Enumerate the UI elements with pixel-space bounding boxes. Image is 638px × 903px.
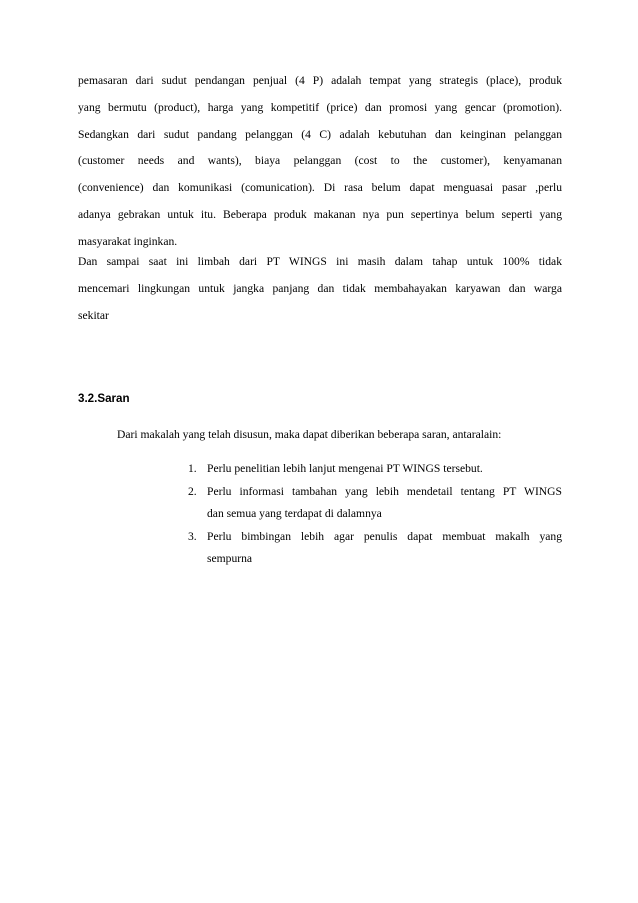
paragraph-line: Sedangkan dari sudut pandang pelanggan (4 C) adalah kebutuhan dan keinginan pelanggan: [78, 127, 562, 141]
list-number: 3.: [188, 529, 197, 543]
list-item-text: Perlu penelitian lebih lanjut mengenai PT WINGS tersebut.: [207, 462, 483, 475]
list-item-text: dan semua yang terdapat di dalamnya: [207, 507, 382, 520]
section-intro: Dari makalah yang telah disusun, maka dapat diberikan beberapa saran, antaralain:: [117, 428, 502, 441]
paragraph-line: (convenience) dan komunikasi (comunication). Di rasa belum dapat menguasai pasar ,perlu: [78, 181, 562, 195]
list-item: [188, 526, 562, 571]
list-item: [188, 481, 562, 526]
paragraph-marketing: [78, 68, 562, 256]
paragraph-line: mencemari lingkungan untuk jangka panjang dan tidak membahayakan karyawan dan warga: [78, 281, 562, 295]
list-item-text: Perlu bimbingan lebih agar penulis dapat membuat makalh yang: [207, 529, 562, 543]
list-number: 2.: [188, 484, 197, 498]
paragraph-waste: [78, 249, 562, 329]
section-heading: 3.2.Saran: [78, 392, 130, 405]
list-item-text: sempurna: [207, 552, 253, 565]
paragraph-line: Dan sampai saat ini limbah dari PT WINGS ini masih dalam tahap untuk 100% tidak: [78, 255, 562, 268]
list-item-text: Perlu informasi tambahan yang lebih mendetail tentang PT WINGS: [207, 484, 562, 498]
paragraph-line: yang bermutu (product), harga yang kompetitif (price) dan promosi yang gencar (promotion).: [78, 100, 562, 114]
paragraph-line: pemasaran dari sudut pendangan penjual (4 P) adalah tempat yang strategis (place), produk: [78, 74, 562, 87]
paragraph-line: masyarakat inginkan.: [78, 234, 178, 248]
suggestion-list: [188, 458, 562, 571]
paragraph-line: sekitar: [78, 308, 109, 322]
paragraph-line: (customer needs and wants), biaya pelanggan (cost to the customer), kenyamanan: [78, 154, 562, 168]
list-number: 1.: [188, 462, 197, 475]
list-item: [188, 458, 562, 481]
paragraph-line: adanya gebrakan untuk itu. Beberapa produk makanan nya pun sepertinya belum seperti yang: [78, 207, 562, 221]
